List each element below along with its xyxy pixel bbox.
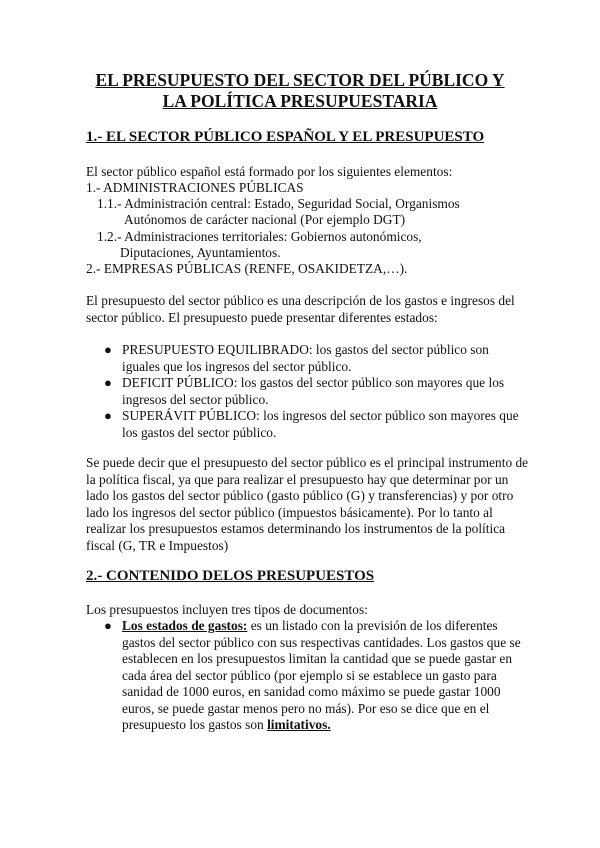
list-item: ● PRESUPUESTO EQUILIBRADO: los gastos del sector público son iguales que los ingresos del sector público. [104, 342, 489, 374]
bullet-icon: ● [104, 342, 112, 357]
list-item-admin-central-cont: Autónomos de carácter nacional (Por ejemplo DGT) [124, 212, 406, 227]
list-item-admin-territoriales-cont: Diputaciones, Ayuntamientos. [120, 245, 281, 260]
list-item [86, 618, 526, 734]
list-item: ● SUPERÁVIT PÚBLICO: los ingresos del sector público son mayores que los gastos del sector público. [104, 408, 519, 440]
documentos-list [86, 618, 526, 734]
bullet-icon: ● [104, 375, 112, 390]
estados-list [86, 342, 526, 441]
list-item-empresas: 2.- EMPRESAS PÚBLICAS (RENFE, OSAKIDETZA,…). [86, 261, 408, 276]
section-1-heading: 1.- EL SECTOR PÚBLICO ESPAÑOL Y EL PRESUPUESTO [86, 129, 485, 145]
paragraph-presupuesto-descripcion: El presupuesto del sector público es una descripción de los gastos e ingresos del sector público. El presupuesto puede presentar diferentes estados: [86, 293, 515, 325]
bullet-icon: ● [104, 408, 112, 423]
list-item-administraciones: 1.- ADMINISTRACIONES PÚBLICAS [86, 180, 304, 195]
paragraph-instrumento-politica-fiscal: Se puede decir que el presupuesto del sector público es el principal instrumento de la política fiscal, ya que para realizar el presupuesto hay que determinar por un lado los gastos del sector público (gasto público (G) y transferencias) y por otro lado los ingresos del sector público (impuestos básicamente). Por lo tanto al realizar los presupuestos estamos determinando los instrumentos de la política fiscal (G, TR e Impuestos) [86, 455, 529, 553]
title-line-1: EL PRESUPUESTO DEL SECTOR DEL PÚBLICO Y [95, 70, 505, 90]
bullet-icon: ● [104, 618, 112, 633]
document-title [60, 70, 540, 112]
list-item-admin-central: 1.1.- Administración central: Estado, Seguridad Social, Organismos [97, 196, 460, 211]
limitativos-term: limitativos. [267, 717, 331, 732]
list-item: ● DEFICIT PÚBLICO: los gastos del sector público son mayores que los ingresos del sector público. [104, 375, 505, 407]
list-item-admin-territoriales: 1.2.- Administraciones territoriales: Gobiernos autonómicos, [97, 229, 422, 244]
estados-de-gastos-text: es un listado con la previsión de los diferentes gastos del sector público con sus respectivas cantidades. Los gastos que se establecen en los presupuestos limitan la cantidad que se puede gastar en cada área del sector público (por ejemplo si se establece un gasto para sanidad de 1000 euros, en sanidad como máximo se puede gastar 1000 euros, se puede gastar menos pero no más). Por eso se dice que en el presupuesto los gastos son [122, 618, 521, 732]
section-2-heading: 2.- CONTENIDO DELOS PRESUPUESTOS [86, 568, 375, 584]
section-1-intro: El sector público español está formado por los siguientes elementos: [86, 164, 453, 179]
section-2-intro: Los presupuestos incluyen tres tipos de documentos: [86, 602, 368, 617]
title-line-2: LA POLÍTICA PRESUPUESTARIA [162, 91, 438, 111]
estados-de-gastos-label: Los estados de gastos: [122, 618, 248, 633]
